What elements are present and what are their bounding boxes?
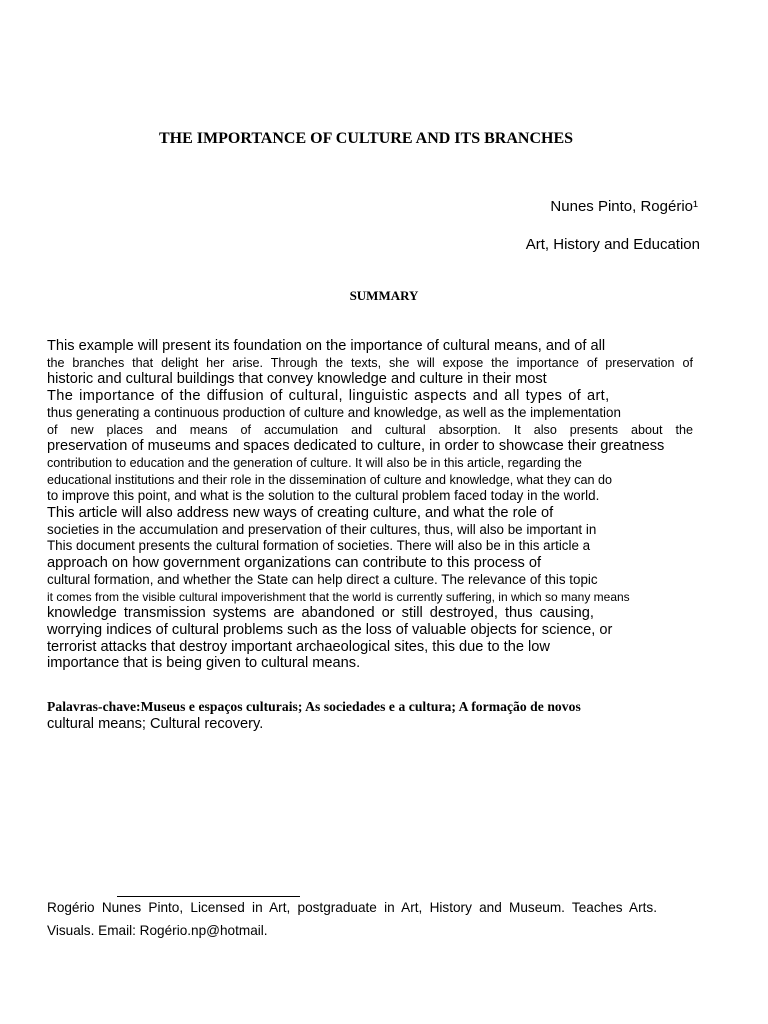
keywords <box>47 698 697 733</box>
summary-line: preservation of museums and spaces dedicated to culture, in order to showcase their greatness <box>47 438 665 455</box>
footnote-line: Rogério Nunes Pinto, Licensed in Art, postgraduate in Art, History and Museum. Teaches Arts. <box>47 900 657 915</box>
summary-heading: SUMMARY <box>349 288 419 303</box>
author-name: Nunes Pinto, Rogério¹ <box>550 198 698 215</box>
summary-line: educational institutions and their role in the dissemination of culture and knowledge, what they can do <box>47 472 612 487</box>
summary-line: This article will also address new ways of creating culture, and what the role of <box>47 505 554 521</box>
summary-line: contribution to education and the generation of culture. It will also be in this article, regarding the <box>47 455 582 470</box>
document-title: THE IMPORTANCE OF CULTURE AND ITS BRANCHES <box>158 130 574 147</box>
summary-line: societies in the accumulation and preservation of their cultures, thus, will also be important in <box>47 521 597 537</box>
summary-line: the branches that delight her arise. Through the texts, she will expose the importance of preservation of <box>47 355 693 370</box>
summary-line: approach on how government organizations can contribute to this process of <box>47 555 542 572</box>
summary-line: terrorist attacks that destroy important archaeological sites, this due to the low <box>47 638 550 655</box>
summary-line: This document presents the cultural formation of societies. There will also be in this article a <box>47 538 591 554</box>
summary-line: knowledge transmission systems are abandoned or still destroyed, thus causing, <box>47 605 594 622</box>
footnote-line: Visuals. Email: Rogério.np@hotmail. <box>47 923 268 938</box>
footnote <box>47 896 657 942</box>
summary-body <box>47 338 693 672</box>
summary-line: thus generating a continuous production of culture and knowledge, as well as the implementation <box>47 404 621 420</box>
summary-line: cultural formation, and whether the State can help direct a culture. The relevance of this topic <box>47 571 598 587</box>
summary-line: of new places and means of accumulation and cultural absorption. It also presents about the <box>47 422 693 437</box>
summary-line: importance that is being given to cultural means. <box>47 655 361 672</box>
summary-line: to improve this point, and what is the solution to the cultural problem faced today in the world. <box>47 488 600 504</box>
keywords-line: Palavras-chave:Museus e espaços culturais; As sociedades e a cultura; A formação de novos <box>47 699 581 714</box>
summary-line: historic and cultural buildings that convey knowledge and culture in their most <box>47 371 547 388</box>
summary-line: This example will present its foundation on the importance of cultural means, and of all <box>47 338 606 354</box>
summary-line: The importance of the diffusion of cultural, linguistic aspects and all types of art, <box>47 388 610 405</box>
summary-line: it comes from the visible cultural impoverishment that the world is currently suffering, in which so many means <box>47 589 630 604</box>
summary-line: worrying indices of cultural problems such as the loss of valuable objects for science, or <box>47 621 613 638</box>
keywords-line: cultural means; Cultural recovery. <box>47 716 264 732</box>
author-affiliation: Art, History and Education <box>525 236 700 253</box>
